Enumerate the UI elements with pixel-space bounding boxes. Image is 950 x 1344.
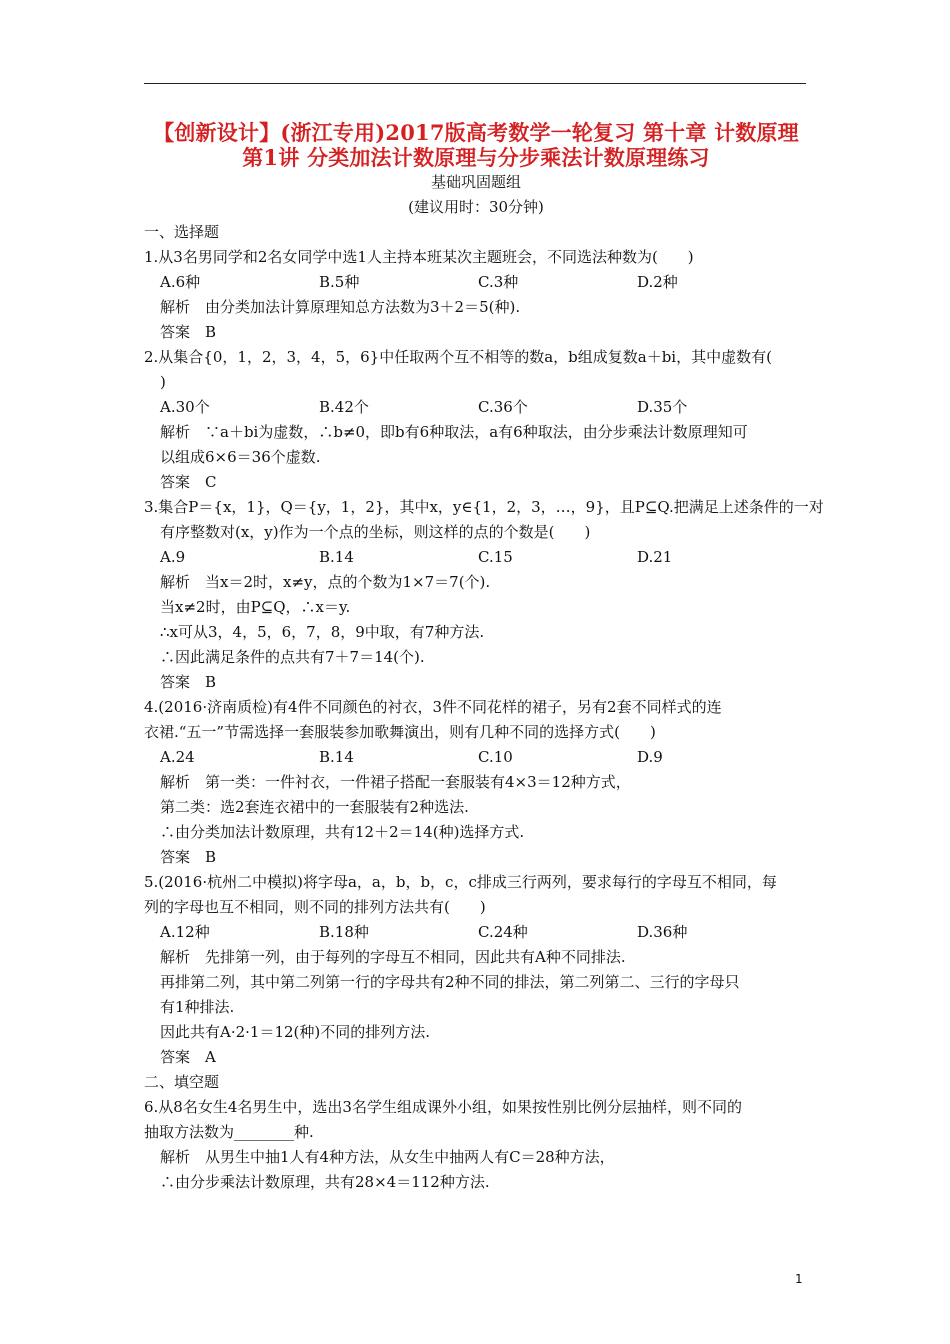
option-a: A.9 bbox=[160, 548, 186, 566]
option-c: C.10 bbox=[478, 748, 513, 766]
option-a: A.30个 bbox=[160, 398, 210, 416]
question-4-analysis: 解析 第一类：一件衬衣，一件裙子搭配一套服装有4×3＝12种方式， bbox=[160, 773, 631, 791]
option-a: A.24 bbox=[160, 748, 195, 766]
page-number: 1 bbox=[795, 1272, 803, 1286]
question-1-answer: 答案 B bbox=[160, 323, 217, 341]
question-3-analysis-3: ∴x可从3，4，5，6，7，8，9中取，有7种方法. bbox=[160, 623, 485, 641]
question-5-stem-cont: 列的字母也互不相同，则不同的排列方法共有( ) bbox=[144, 898, 486, 916]
option-b: B.18种 bbox=[319, 923, 369, 941]
option-c: C.15 bbox=[478, 548, 513, 566]
option-d: D.36种 bbox=[637, 923, 688, 941]
document-body bbox=[144, 120, 824, 1195]
suggested-time: (建议用时：30分钟) bbox=[408, 198, 544, 216]
option-c: C.36个 bbox=[478, 398, 528, 416]
question-4-analysis-3: ∴由分类加法计数原理，共有12＋2＝14(种)选择方式. bbox=[160, 823, 525, 841]
section-heading-choice: 一、选择题 bbox=[144, 223, 220, 241]
question-4-stem: 4.(2016·济南质检)有4件不同颜色的衬衣，3件不同花样的裙子，另有2套不同样式的连 bbox=[144, 698, 722, 716]
option-b: B.42个 bbox=[319, 398, 369, 416]
question-5-answer: 答案 A bbox=[160, 1048, 216, 1066]
header-rule bbox=[144, 83, 806, 84]
question-2-answer: 答案 C bbox=[160, 473, 217, 491]
option-d: D.2种 bbox=[637, 273, 678, 291]
question-1-options bbox=[144, 270, 808, 295]
question-4-analysis-2: 第二类：选2套连衣裙中的一套服装有2种选法. bbox=[160, 798, 469, 816]
question-3-stem: 3.集合P＝{x，1}，Q＝{y，1，2}，其中x，y∈{1，2，3，…，9}，且P⊆Q.把满足上述条件的一对 bbox=[144, 498, 824, 516]
question-4-answer: 答案 B bbox=[160, 848, 217, 866]
question-5-options bbox=[144, 920, 808, 945]
option-a: A.6种 bbox=[160, 273, 201, 291]
option-a: A.12种 bbox=[160, 923, 210, 941]
option-b: B.5种 bbox=[319, 273, 360, 291]
question-2-options bbox=[144, 395, 808, 420]
option-d: D.9 bbox=[637, 748, 663, 766]
question-3-options bbox=[144, 545, 808, 570]
option-c: C.3种 bbox=[478, 273, 519, 291]
question-6-analysis: 解析 从男生中抽1人有4种方法，从女生中抽两人有C＝28种方法， bbox=[160, 1148, 615, 1166]
doc-title-line1: 【创新设计】(浙江专用)2017版高考数学一轮复习 第十章 计数原理 bbox=[153, 120, 799, 145]
option-d: D.21 bbox=[637, 548, 673, 566]
question-6-stem: 6.从8名女生4名男生中，选出3名学生组成课外小组，如果按性别比例分层抽样，则不同的 bbox=[144, 1098, 742, 1116]
question-4-stem-cont: 衣裙.“五一”节需选择一套服装参加歌舞演出，则有几种不同的选择方式( ) bbox=[144, 723, 656, 741]
question-1-analysis: 解析 由分类加法计算原理知总方法数为3＋2＝5(种). bbox=[160, 298, 521, 316]
option-b: B.14 bbox=[319, 548, 354, 566]
question-6-stem-cont: 抽取方法数为________种. bbox=[144, 1123, 314, 1141]
question-2-stem-cont: ) bbox=[160, 373, 166, 391]
question-3-analysis-4: ∴因此满足条件的点共有7＋7＝14(个). bbox=[160, 648, 425, 666]
question-3-analysis-2: 当x≠2时，由P⊆Q，∴x＝y. bbox=[160, 598, 351, 616]
question-3-stem-cont: 有序整数对(x，y)作为一个点的坐标，则这样的点的个数是( ) bbox=[160, 523, 591, 541]
section-heading-fill: 二、填空题 bbox=[144, 1073, 220, 1091]
question-5-analysis-4: 因此共有A·2·1＝12(种)不同的排列方法. bbox=[160, 1023, 431, 1041]
question-3-answer: 答案 B bbox=[160, 673, 217, 691]
question-3-analysis: 解析 当x＝2时，x≠y，点的个数为1×7＝7(个). bbox=[160, 573, 491, 591]
question-2-analysis: 解析 ∵a＋bi为虚数，∴b≠0，即b有6种取法，a有6种取法，由分步乘法计数原理知可 bbox=[160, 423, 748, 441]
option-c: C.24种 bbox=[478, 923, 528, 941]
question-2-stem: 2.从集合{0，1，2，3，4，5，6}中任取两个互不相等的数a，b组成复数a＋bi，其中虚数有( bbox=[144, 348, 772, 366]
question-1-stem: 1.从3名男同学和2名女同学中选1人主持本班某次主题班会，不同选法种数为( ) bbox=[144, 248, 694, 266]
question-2-analysis-cont: 以组成6×6＝36个虚数. bbox=[160, 448, 321, 466]
question-4-options bbox=[144, 745, 808, 770]
question-5-analysis-2: 再排第二列，其中第二列第一行的字母共有2种不同的排法，第二列第二、三行的字母只 bbox=[160, 973, 740, 991]
doc-title-line2: 第1讲 分类加法计数原理与分步乘法计数原理练习 bbox=[242, 145, 710, 170]
option-d: D.35个 bbox=[637, 398, 688, 416]
option-b: B.14 bbox=[319, 748, 354, 766]
question-5-stem: 5.(2016·杭州二中模拟)将字母a，a，b，b，c，c排成三行两列，要求每行的字母互不相同，每 bbox=[144, 873, 777, 891]
group-heading: 基础巩固题组 bbox=[430, 173, 521, 191]
question-5-analysis: 解析 先排第一列，由于每列的字母互不相同，因此共有A种不同排法. bbox=[160, 948, 626, 966]
question-6-analysis-2: ∴由分步乘法计数原理，共有28×4＝112种方法. bbox=[160, 1173, 490, 1191]
question-5-analysis-3: 有1种排法. bbox=[160, 998, 235, 1016]
